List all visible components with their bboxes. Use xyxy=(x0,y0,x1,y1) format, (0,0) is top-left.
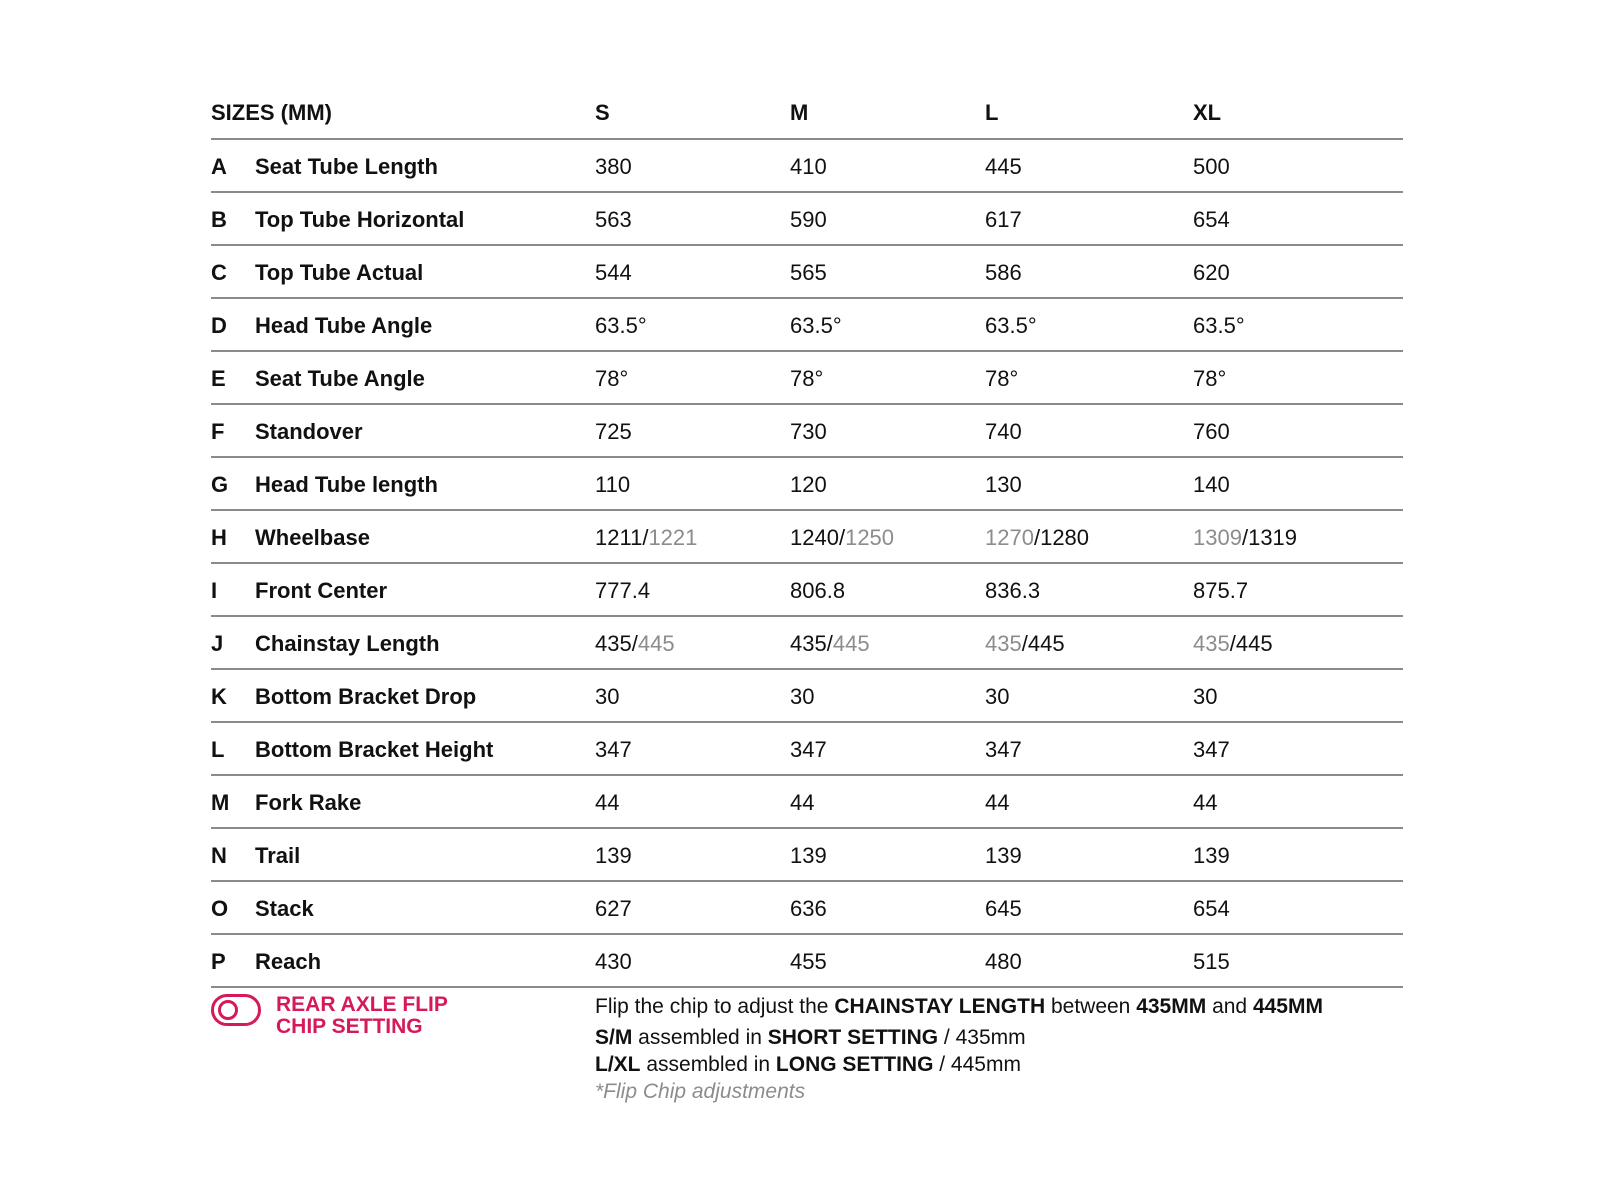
value-m: 636 xyxy=(790,896,827,921)
long-setting-value: 1250 xyxy=(845,525,895,550)
value-s: 380 xyxy=(595,154,632,179)
row-label: Top Tube Horizontal xyxy=(255,207,465,232)
value-s: 563 xyxy=(595,207,632,232)
short-setting-value: 1309 xyxy=(1193,525,1242,550)
flip-chip-line1 xyxy=(595,992,1323,1022)
row-label: Bottom Bracket Drop xyxy=(255,684,477,709)
table-row xyxy=(211,617,1403,670)
table-row xyxy=(211,458,1403,511)
value-l: 30 xyxy=(985,684,1010,709)
row-letter: C xyxy=(211,260,227,285)
value-xl: 515 xyxy=(1193,949,1230,974)
value-xl: 347 xyxy=(1193,737,1230,762)
flip-chip-note: *Flip Chip adjustments xyxy=(595,1080,806,1103)
value-s: 30 xyxy=(595,684,620,709)
value-xl: 500 xyxy=(1193,154,1230,179)
value-s: 44 xyxy=(595,790,620,815)
short-setting-value: 435 xyxy=(985,631,1022,656)
value-s: 777.4 xyxy=(595,578,651,603)
value-s: 544 xyxy=(595,260,632,285)
row-label: Seat Tube Length xyxy=(255,154,438,179)
table-body xyxy=(211,140,1403,988)
row-letter: N xyxy=(211,843,227,868)
value-s: 347 xyxy=(595,737,632,762)
value-l: 347 xyxy=(985,737,1022,762)
size-header-s: S xyxy=(595,100,610,125)
value-m: 78° xyxy=(790,366,824,391)
value-l: 617 xyxy=(985,207,1022,232)
text-bold: 435MM xyxy=(1136,995,1207,1018)
text-bold: LONG SETTING xyxy=(775,1053,934,1076)
table-row xyxy=(211,405,1403,458)
row-label: Bottom Bracket Height xyxy=(255,737,494,762)
value-xl xyxy=(1193,511,1297,564)
row-letter: A xyxy=(211,154,227,179)
value-l: 586 xyxy=(985,260,1022,285)
slash-separator: / xyxy=(1021,631,1028,656)
row-label: Stack xyxy=(255,896,314,921)
value-m: 44 xyxy=(790,790,815,815)
size-header-xl: XL xyxy=(1193,100,1222,125)
value-xl: 30 xyxy=(1193,684,1218,709)
value-xl: 63.5° xyxy=(1193,313,1245,338)
value-xl: 654 xyxy=(1193,207,1230,232)
value-m: 30 xyxy=(790,684,815,709)
text-bold: CHAINSTAY LENGTH xyxy=(834,995,1046,1018)
value-m: 565 xyxy=(790,260,827,285)
value-l xyxy=(985,511,1089,564)
flip-chip-title-line1: REAR AXLE FLIP xyxy=(276,993,448,1016)
value-s: 63.5° xyxy=(595,313,647,338)
slash-separator: / xyxy=(1241,525,1249,550)
value-l: 44 xyxy=(985,790,1010,815)
size-header-l: L xyxy=(985,100,999,125)
short-setting-value: 1270 xyxy=(985,525,1034,550)
value-l: 836.3 xyxy=(985,578,1041,603)
long-setting-value: 445 xyxy=(1027,631,1065,656)
table-row xyxy=(211,670,1403,723)
value-l: 645 xyxy=(985,896,1022,921)
row-label: Trail xyxy=(255,843,301,868)
table-row xyxy=(211,352,1403,405)
slash-separator: / xyxy=(642,525,649,550)
value-l: 130 xyxy=(985,472,1022,497)
value-s: 627 xyxy=(595,896,632,921)
row-letter: D xyxy=(211,313,227,338)
flip-chip-title-line2: CHIP SETTING xyxy=(276,1015,423,1038)
slash-separator: / xyxy=(631,631,638,656)
value-s xyxy=(595,617,675,670)
table-row xyxy=(211,140,1403,193)
text: between xyxy=(1045,995,1137,1018)
row-letter: I xyxy=(211,578,218,603)
table-title: SIZES (MM) xyxy=(211,100,332,125)
value-xl xyxy=(1193,617,1273,670)
row-label: Wheelbase xyxy=(255,525,370,550)
row-label: Fork Rake xyxy=(255,790,362,815)
value-s: 139 xyxy=(595,843,632,868)
value-s: 78° xyxy=(595,366,629,391)
value-l: 78° xyxy=(985,366,1019,391)
row-letter: B xyxy=(211,207,227,232)
row-label: Head Tube Angle xyxy=(255,313,433,338)
short-setting-value: 435 xyxy=(595,631,632,656)
text-bold: L/XL xyxy=(595,1053,641,1076)
geometry-table xyxy=(211,88,1403,988)
value-xl: 139 xyxy=(1193,843,1230,868)
text: Flip the chip to adjust the xyxy=(595,995,835,1018)
value-xl: 760 xyxy=(1193,419,1230,444)
slash-separator: / xyxy=(826,631,833,656)
long-setting-value: 445 xyxy=(1235,631,1273,656)
table-row xyxy=(211,246,1403,299)
value-m: 139 xyxy=(790,843,827,868)
flip-chip-line3 xyxy=(595,1051,1323,1078)
short-setting-value: 1211 xyxy=(595,525,643,550)
row-label: Head Tube length xyxy=(255,472,438,497)
value-xl: 654 xyxy=(1193,896,1230,921)
flip-chip-title xyxy=(276,994,516,1038)
row-letter: L xyxy=(211,737,225,762)
row-label: Chainstay Length xyxy=(255,631,440,656)
text: assembled in xyxy=(632,1026,768,1049)
short-setting-value: 435 xyxy=(790,631,827,656)
table-row xyxy=(211,511,1403,564)
short-setting-value: 435 xyxy=(1193,631,1230,656)
value-l: 139 xyxy=(985,843,1022,868)
long-setting-value: 445 xyxy=(832,631,870,656)
size-header-m: M xyxy=(790,100,809,125)
row-label: Seat Tube Angle xyxy=(255,366,425,391)
value-m: 410 xyxy=(790,154,827,179)
row-label: Top Tube Actual xyxy=(255,260,424,285)
row-label: Reach xyxy=(255,949,322,974)
table-row xyxy=(211,776,1403,829)
toggle-knob xyxy=(218,1000,238,1020)
value-l: 480 xyxy=(985,949,1022,974)
value-m: 347 xyxy=(790,737,827,762)
row-label: Front Center xyxy=(255,578,387,603)
long-setting-value: 1319 xyxy=(1248,525,1298,550)
toggle-icon xyxy=(211,994,261,1026)
value-xl: 875.7 xyxy=(1193,578,1249,603)
row-letter: M xyxy=(211,790,230,815)
text: and xyxy=(1206,995,1253,1018)
table-header-row xyxy=(211,88,1403,140)
table-row xyxy=(211,829,1403,882)
row-letter: E xyxy=(211,366,226,391)
row-letter: K xyxy=(211,684,227,709)
table-row xyxy=(211,882,1403,935)
value-s: 725 xyxy=(595,419,632,444)
table-row xyxy=(211,193,1403,246)
short-setting-value: 1240 xyxy=(790,525,839,550)
table-row xyxy=(211,564,1403,617)
slash-separator: / xyxy=(838,525,846,550)
flip-chip-section xyxy=(211,994,1403,1124)
text: / 435mm xyxy=(938,1026,1026,1049)
value-xl: 44 xyxy=(1193,790,1218,815)
row-letter: H xyxy=(211,525,227,550)
value-xl: 140 xyxy=(1193,472,1230,497)
long-setting-value: 1221 xyxy=(648,525,698,550)
value-l: 63.5° xyxy=(985,313,1037,338)
value-m: 455 xyxy=(790,949,827,974)
value-m: 730 xyxy=(790,419,827,444)
row-letter: P xyxy=(211,949,226,974)
text-bold: S/M xyxy=(595,1026,633,1049)
value-m xyxy=(790,511,894,564)
value-l: 445 xyxy=(985,154,1022,179)
row-letter: O xyxy=(211,896,229,921)
text: assembled in xyxy=(640,1053,776,1076)
table-row xyxy=(211,723,1403,776)
value-m: 120 xyxy=(790,472,827,497)
value-s: 430 xyxy=(595,949,632,974)
row-letter: F xyxy=(211,419,225,444)
value-xl: 78° xyxy=(1193,366,1227,391)
row-label: Standover xyxy=(255,419,363,444)
text: / 445mm xyxy=(933,1053,1021,1076)
slash-separator: / xyxy=(1033,525,1041,550)
table-row xyxy=(211,299,1403,352)
flip-chip-description xyxy=(595,992,1323,1105)
value-m: 806.8 xyxy=(790,578,846,603)
value-s xyxy=(595,511,697,564)
slash-separator: / xyxy=(1229,631,1236,656)
value-l: 740 xyxy=(985,419,1022,444)
value-l xyxy=(985,617,1065,670)
row-letter: J xyxy=(211,631,224,656)
long-setting-value: 445 xyxy=(637,631,675,656)
long-setting-value: 1280 xyxy=(1040,525,1090,550)
value-m: 590 xyxy=(790,207,827,232)
value-m: 63.5° xyxy=(790,313,842,338)
value-m xyxy=(790,617,870,670)
flip-chip-line2 xyxy=(595,1024,1323,1051)
table-row xyxy=(211,935,1403,988)
value-s: 110 xyxy=(595,472,631,497)
row-letter: G xyxy=(211,472,229,497)
text-bold: SHORT SETTING xyxy=(767,1026,939,1049)
value-xl: 620 xyxy=(1193,260,1230,285)
text-bold: 445MM xyxy=(1252,995,1323,1018)
